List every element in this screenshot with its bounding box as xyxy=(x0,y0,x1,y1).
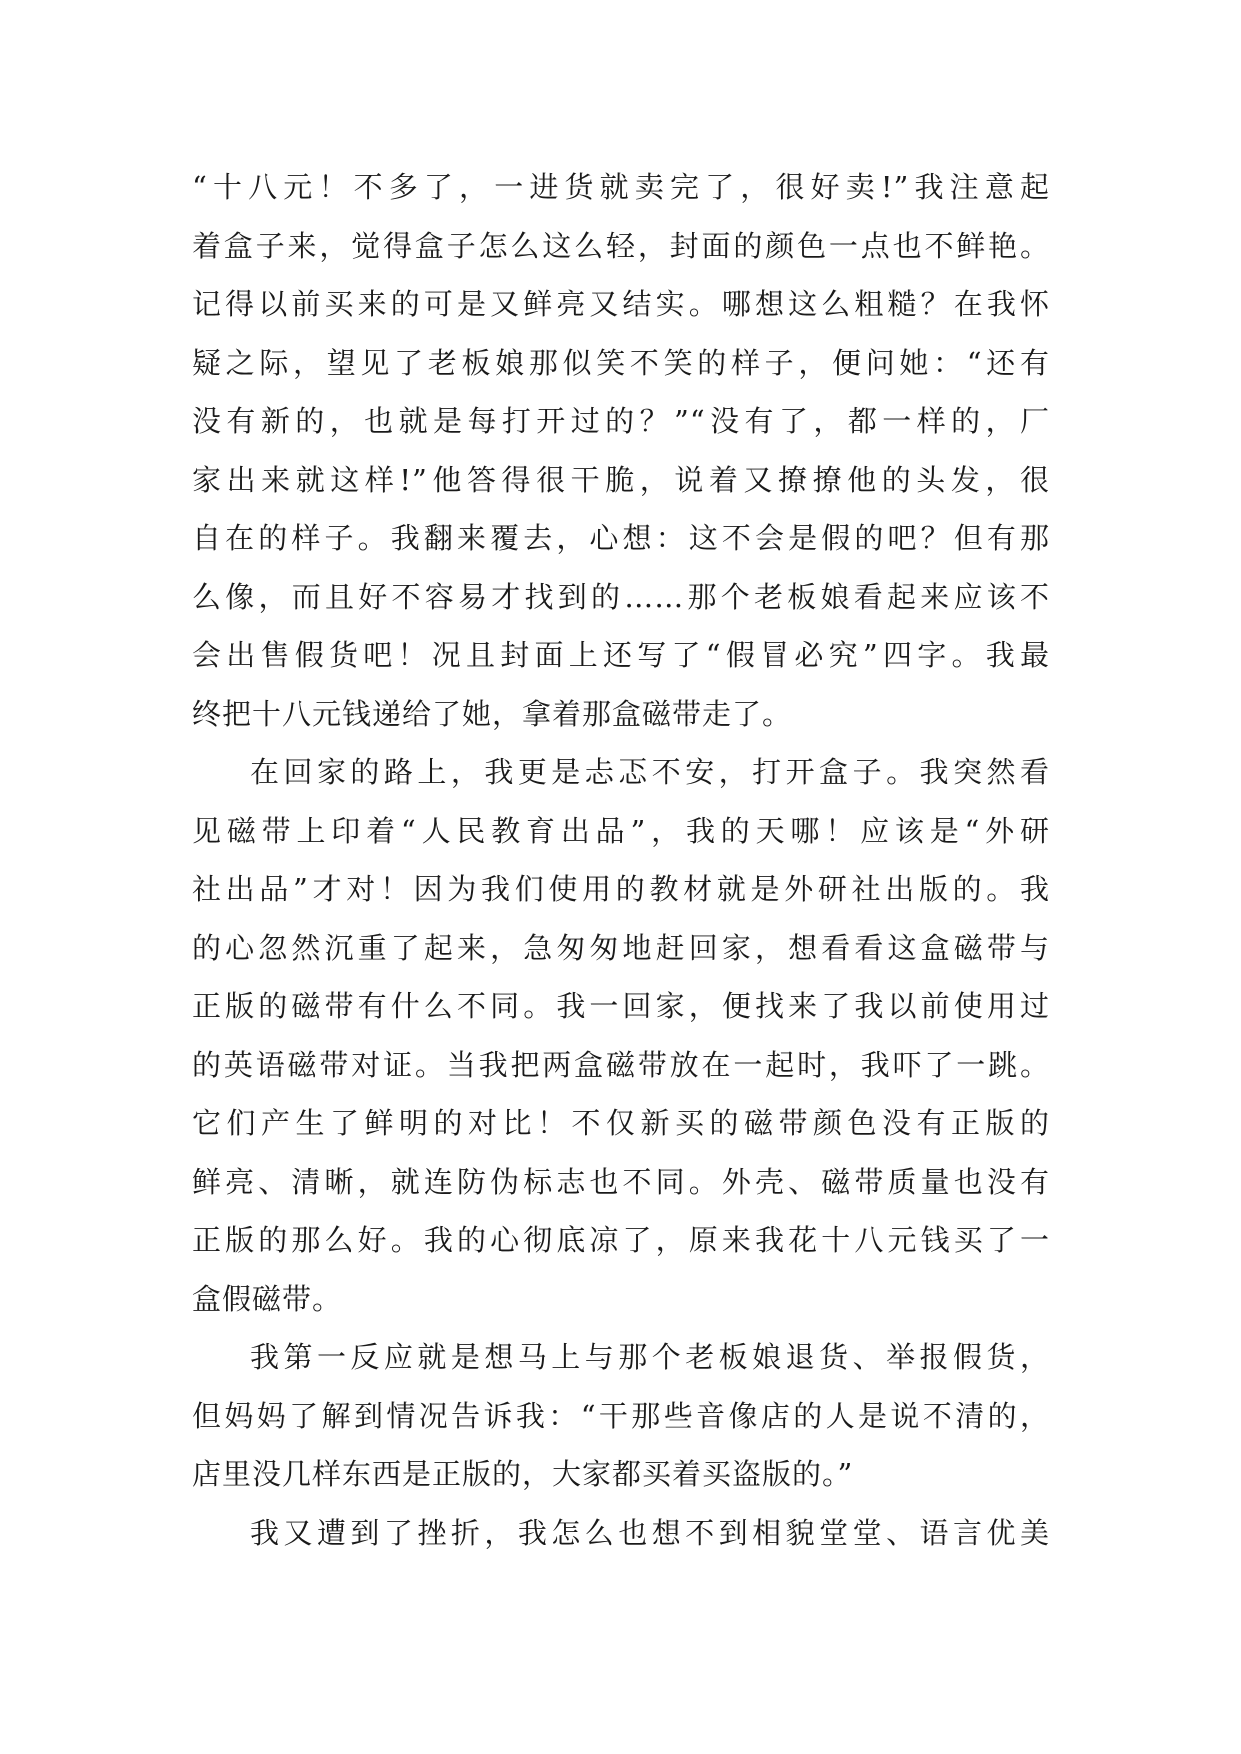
text-line: 正版的那么好。我的心彻底凉了，原来我花十八元钱买了一 xyxy=(192,1223,1050,1257)
text-line: 疑之际，望见了老板娘那似笑不笑的样子，便问她：“还有 xyxy=(192,345,1050,380)
text-line: 记得以前买来的可是又鲜亮又结实。哪想这么粗糙？在我怀 xyxy=(192,287,1050,321)
text-line: 我第一反应就是想马上与那个老板娘退货、举报假货， xyxy=(250,1340,1050,1374)
text-line: 正版的磁带有什么不同。我一回家，便找来了我以前使用过 xyxy=(192,989,1050,1023)
text-line: 我又遭到了挫折，我怎么也想不到相貌堂堂、语言优美 xyxy=(250,1515,1050,1550)
text-line: 店里没几样东西是正版的，大家都买着买盗版的。” xyxy=(192,1457,854,1491)
text-line: 么像，而且好不容易才找到的……那个老板娘看起来应该不 xyxy=(192,579,1050,614)
text-line: 见磁带上印着“人民教育出品”，我的天哪！应该是“外研 xyxy=(192,813,1050,848)
text-line: 家出来就这样!”他答得很干脆，说着又撩撩他的头发，很 xyxy=(192,462,1050,497)
text-line: 终把十八元钱递给了她，拿着那盒磁带走了。 xyxy=(192,696,793,731)
text-line: 鲜亮、清晰，就连防伪标志也不同。外壳、磁带质量也没有 xyxy=(192,1164,1050,1199)
text-line: 自在的样子。我翻来覆去，心想：这不会是假的吧？但有那 xyxy=(192,521,1050,555)
text-line: 但妈妈了解到情况告诉我：“干那些音像店的人是说不清的， xyxy=(192,1398,1050,1433)
text-line: 没有新的，也就是每打开过的？”“没有了，都一样的，厂 xyxy=(192,404,1050,438)
text-line: 在回家的路上，我更是忐忑不安，打开盒子。我突然看 xyxy=(250,755,1050,789)
text-line: “十八元！不多了，一进货就卖完了，很好卖!”我注意起 xyxy=(192,170,1050,204)
text-line: 它们产生了鲜明的对比！不仅新买的磁带颜色没有正版的 xyxy=(192,1106,1050,1140)
text-line: 着盒子来，觉得盒子怎么这么轻，封面的颜色一点也不鲜艳。 xyxy=(192,228,1050,263)
text-line: 盒假磁带。 xyxy=(192,1281,343,1316)
text-line: 的英语磁带对证。当我把两盒磁带放在一起时，我吓了一跳。 xyxy=(192,1047,1050,1082)
text-line: 的心忽然沉重了起来，急匆匆地赶回家，想看看这盒磁带与 xyxy=(192,930,1050,965)
body-text xyxy=(192,158,1050,1562)
text-line: 社出品”才对！因为我们使用的教材就是外研社出版的。我 xyxy=(192,872,1050,906)
text-line: 会出售假货吧！况且封面上还写了“假冒必究”四字。我最 xyxy=(192,638,1050,672)
